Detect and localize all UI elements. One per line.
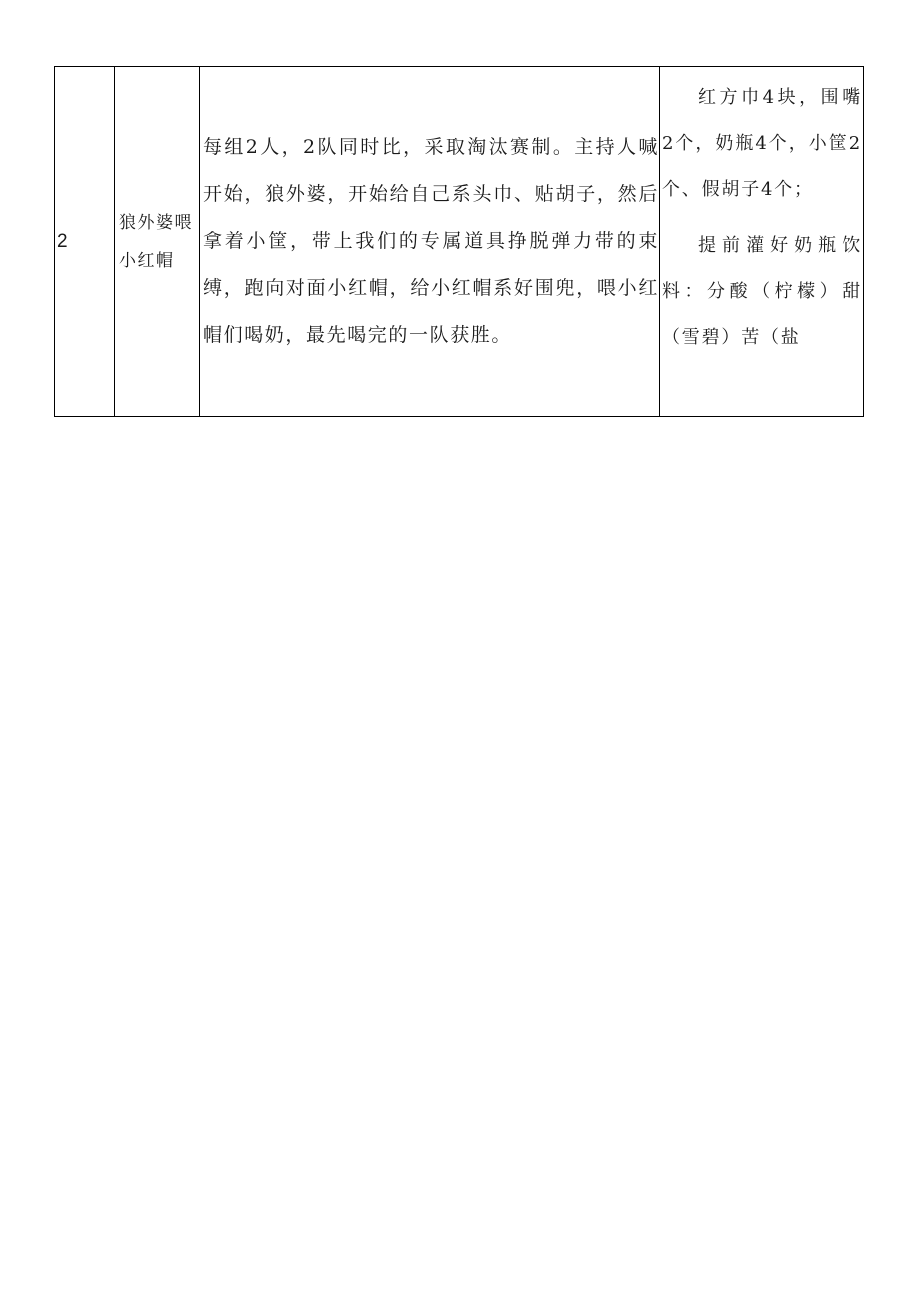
activity-description-cell: [200, 67, 660, 417]
activity-table: [54, 66, 864, 417]
table-row: [55, 67, 864, 417]
activity-name: 狼外婆喂小红帽: [119, 212, 193, 271]
activity-name-cell: [115, 67, 200, 417]
materials-preparation: 提前灌好奶瓶饮料：分酸（柠檬）甜（雪碧）苦（盐: [662, 235, 862, 348]
activity-description: 每组2人，2队同时比，采取淘汰赛制。主持人喊开始，狼外婆，开始给自己系头巾、贴胡子，然后拿着小筐，带上我们的专属道具挣脱弹力带的束缚，跑向对面小红帽，给小红帽系好围兜，喂小红帽们喝奶，最先喝完的一队获胜。: [203, 136, 659, 346]
materials-cell: [660, 67, 864, 417]
row-number-cell: [55, 67, 115, 417]
row-number: 2: [57, 230, 68, 252]
materials-list: 红方巾4块，围嘴2个，奶瓶4个，小筐2个、假胡子4个；: [662, 87, 862, 200]
